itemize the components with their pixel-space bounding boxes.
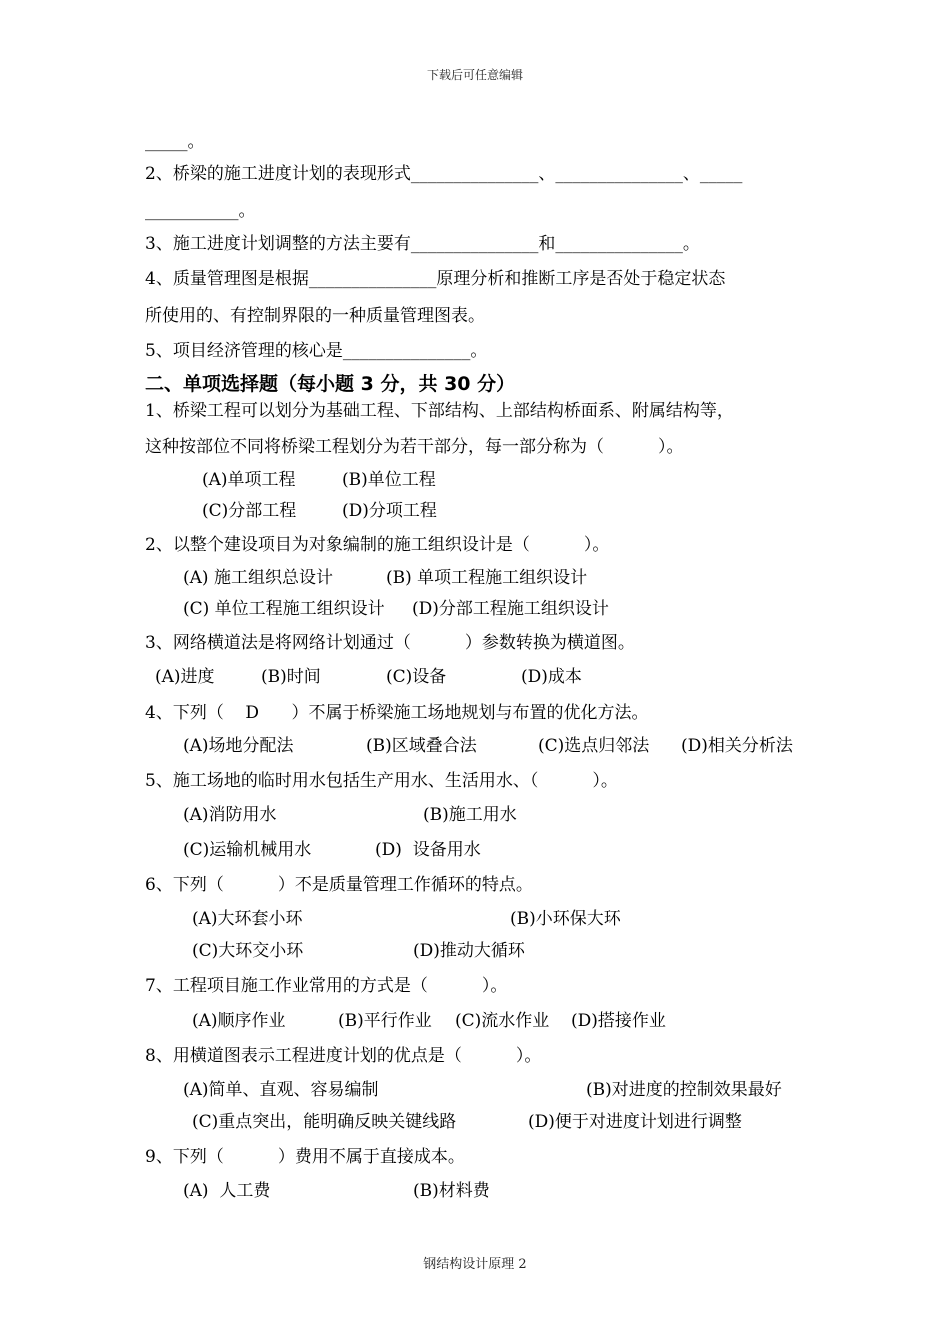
mcq-q7-option-c: (C)流水作业 <box>455 1011 550 1031</box>
mcq-q4-option-d: (D)相关分析法 <box>681 736 793 756</box>
mcq-q5-option-c: (C)运输机械用水 <box>183 840 312 860</box>
page-header: 下载后可任意编辑 <box>426 68 523 82</box>
mcq-q7: 7、工程项目施工作业常用的方式是（ ）。 <box>145 976 508 996</box>
mcq-q9-option-b: (B)材料费 <box>413 1181 490 1201</box>
mcq-q8-option-c: (C)重点突出，能明确反映关键线路 <box>192 1112 457 1132</box>
mcq-q1-option-a: (A)单项工程 <box>202 470 296 490</box>
mcq-q2: 2、以整个建设项目为对象编制的施工组织设计是（ ）。 <box>145 535 610 555</box>
mcq-q4-option-b: (B)区域叠合法 <box>366 736 477 756</box>
mcq-q2-option-b: (B) 单项工程施工组织设计 <box>386 568 588 588</box>
mcq-q3-option-b: (B)时间 <box>261 667 321 687</box>
mcq-q1-option-b: (B)单位工程 <box>342 470 436 490</box>
mcq-q5-option-b: (B)施工用水 <box>423 805 517 825</box>
section-title-single-choice: 二、单项选择题（每小题 3 分，共 30 分） <box>145 373 516 395</box>
mcq-q3-option-d: (D)成本 <box>521 667 582 687</box>
mcq-q8-option-d: (D)便于对进度计划进行调整 <box>528 1112 742 1132</box>
mcq-q6-option-d: (D)推动大循环 <box>413 941 525 961</box>
fill-blank-q2-line2: ___________。 <box>145 201 256 221</box>
mcq-q8-option-a: (A)简单、直观、容易编制 <box>183 1080 379 1100</box>
mcq-q3-option-c: (C)设备 <box>386 667 447 687</box>
page-footer: 钢结构设计原理 2 <box>423 1257 527 1272</box>
mcq-q5: 5、施工场地的临时用水包括生产用水、生活用水、（ ）。 <box>145 771 618 791</box>
mcq-q2-option-a: (A) 施工组织总设计 <box>183 568 333 588</box>
mcq-q8: 8、用横道图表示工程进度计划的优点是（ ）。 <box>145 1046 542 1066</box>
fill-blank-q4-line2: 所使用的、有控制界限的一种质量管理图表。 <box>145 306 485 326</box>
mcq-q3-option-a: (A)进度 <box>155 667 215 687</box>
mcq-q5-option-d: (D) 设备用水 <box>375 840 481 860</box>
mcq-q6-option-c: (C)大环交小环 <box>192 941 304 961</box>
mcq-q7-option-a: (A)顺序作业 <box>192 1011 286 1031</box>
mcq-q5-option-a: (A)消防用水 <box>183 805 277 825</box>
mcq-q6: 6、下列（ ）不是质量管理工作循环的特点。 <box>145 875 533 895</box>
mcq-q9: 9、下列（ ）费用不属于直接成本。 <box>145 1147 465 1167</box>
mcq-q3: 3、网络横道法是将网络计划通过（ ）参数转换为横道图。 <box>145 633 635 653</box>
mcq-q4-option-c: (C)选点归邻法 <box>538 736 650 756</box>
mcq-q1-option-c: (C)分部工程 <box>202 501 297 521</box>
mcq-q2-option-c: (C) 单位工程施工组织设计 <box>183 599 385 619</box>
fill-blank-q5: 5、项目经济管理的核心是_______________。 <box>145 341 488 361</box>
mcq-q7-option-b: (B)平行作业 <box>338 1011 432 1031</box>
mcq-q1-line1: 1、桥梁工程可以划分为基础工程、下部结构、上部结构桥面系、附属结构等， <box>145 401 734 421</box>
mcq-q2-option-d: (D)分部工程施工组织设计 <box>412 599 609 619</box>
mcq-q8-option-b: (B)对进度的控制效果最好 <box>586 1080 782 1100</box>
fill-blank-q3: 3、施工进度计划调整的方法主要有_______________和_______________。 <box>145 234 700 254</box>
fill-blank-line0: _____。 <box>145 132 205 152</box>
mcq-q4: 4、下列（ D ）不属于桥梁施工场地规划与布置的优化方法。 <box>145 703 649 723</box>
mcq-q6-option-b: (B)小环保大环 <box>510 909 621 929</box>
fill-blank-q4-line1: 4、质量管理图是根据_______________原理分析和推断工序是否处于稳定状态 <box>145 269 726 289</box>
mcq-q1-line2: 这种按部位不同将桥梁工程划分为若干部分，每一部分称为（ ）。 <box>145 437 684 457</box>
mcq-q4-option-a: (A)场地分配法 <box>183 736 294 756</box>
mcq-q6-option-a: (A)大环套小环 <box>192 909 303 929</box>
mcq-q9-option-a: (A) 人工费 <box>183 1181 271 1201</box>
fill-blank-q2-line1: 2、桥梁的施工进度计划的表现形式_______________、_______________、_____ <box>145 164 743 184</box>
mcq-q7-option-d: (D)搭接作业 <box>571 1011 666 1031</box>
mcq-q1-option-d: (D)分项工程 <box>342 501 437 521</box>
